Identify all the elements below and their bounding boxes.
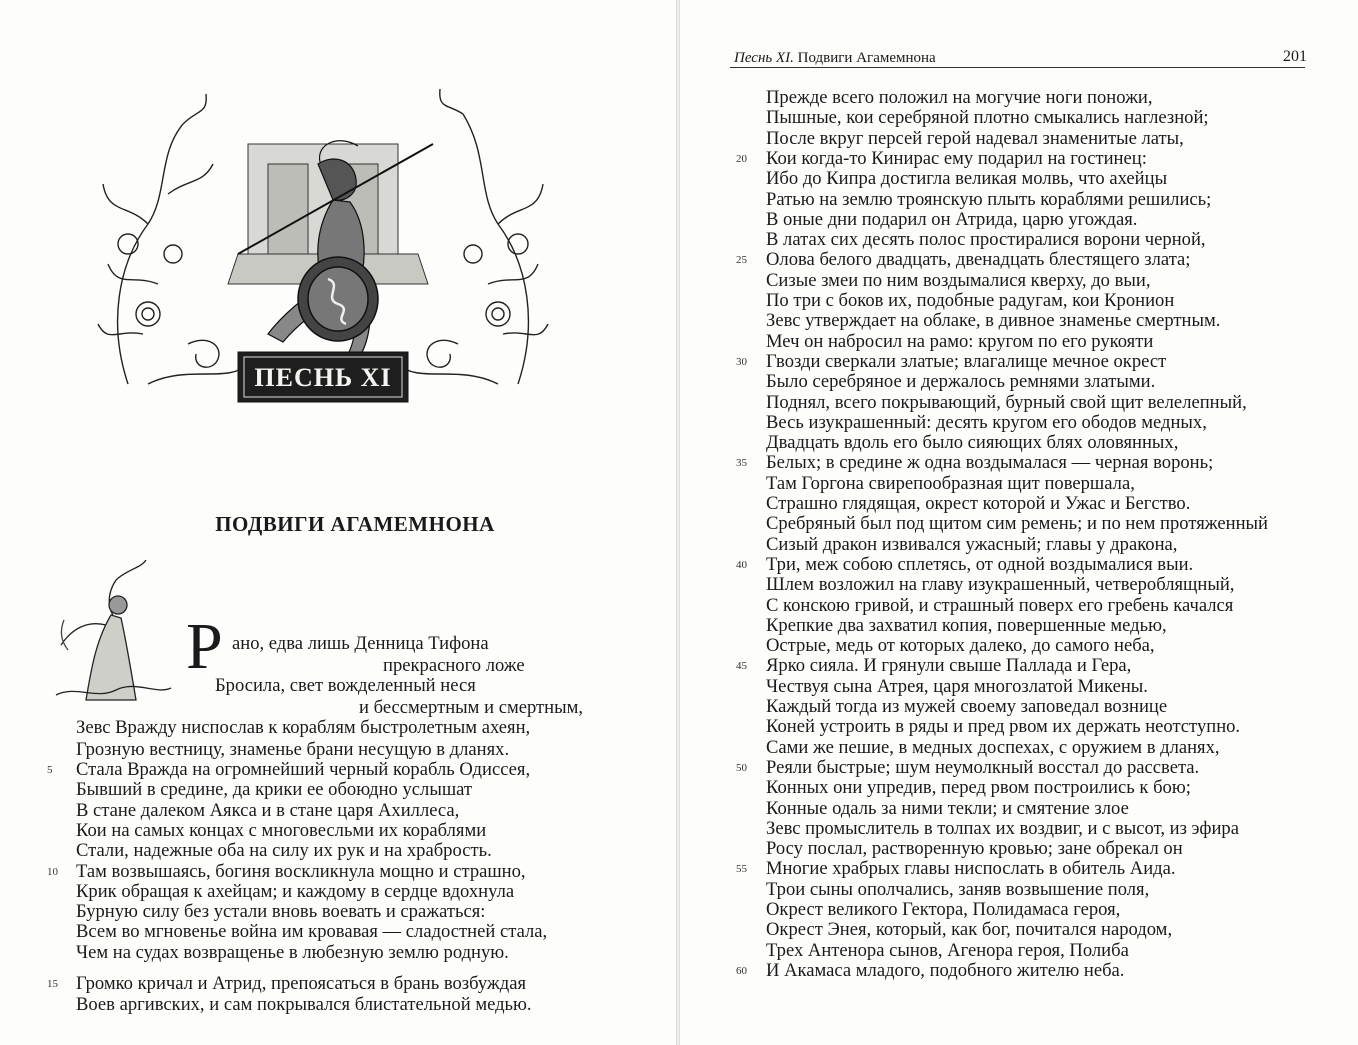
verse-line: Шлем возложил на главу изукрашенный, четвероблящный, xyxy=(766,574,1235,596)
verse-line: Сизые змеи по ним воздымалися кверху, до выи, xyxy=(766,269,1151,291)
verse-line: Ибо до Кипра достигла великая молвь, что ахейцы xyxy=(766,168,1168,190)
verse-line: После вкруг персей герой надевал знаменитые латы, xyxy=(766,127,1184,149)
verse-line: Там Горгона свирепообразная щит повершала, xyxy=(766,472,1135,494)
verse-line: Олова белого двадцать, двенадцать блестящего злата; xyxy=(766,249,1191,271)
verse-line: Страшно глядящая, окрест которой и Ужас и Бегство. xyxy=(766,493,1191,514)
verse-line: Весь изукрашенный: десять кругом его ободов медных, xyxy=(766,411,1207,433)
line-number: 35 xyxy=(736,457,747,470)
verse-line: Бросила, свет вожделенный неся xyxy=(215,675,476,696)
verse-line: и бессмертным и смертным, xyxy=(359,697,583,718)
verse-line: Белых; в средине ж одна воздымалася — черная воронь; xyxy=(766,452,1214,474)
verse-line: Поднял, всего покрывающий, бурный свой щит велелепный, xyxy=(766,391,1247,413)
running-head-title: Подвиги Агамемнона xyxy=(797,50,936,66)
header-rule xyxy=(730,67,1305,68)
running-head-chapter: Песнь XI. xyxy=(734,50,794,66)
line-number: 15 xyxy=(47,978,58,990)
verse-line: Острые, медь от которых далеко, до самого неба, xyxy=(766,635,1155,657)
running-head xyxy=(734,50,936,67)
page-number: 201 xyxy=(1283,48,1307,65)
verse-line: Реяли быстрые; шум неумолкный восстал до рассвета. xyxy=(766,756,1200,778)
verse-line: Конных они упредив, перед рвом построились к бою; xyxy=(766,777,1191,799)
verse-line: Росу послал, растворенную кровью; зане обрекал он xyxy=(766,838,1183,860)
verse-line: Было серебряное и держалось ремнями златыми. xyxy=(766,371,1156,393)
verse-line: Многие храбрых главы ниспослать в обитель Аида. xyxy=(766,858,1176,880)
verse-line: Крепкие два захватил копия, повершенные медью, xyxy=(766,614,1167,636)
verse-line: В стане далеком Аякса и в стане царя Ахиллеса, xyxy=(76,799,460,821)
headpiece-engraving xyxy=(88,84,558,424)
verse-line: Окрест Энея, который, как бог, почитался народом, xyxy=(766,919,1173,941)
line-number: 40 xyxy=(736,558,747,571)
verse-line: Там возвышаясь, богиня воскликнула мощно и страшно, xyxy=(76,860,526,882)
verse-line: Коней устроить в ряды и пред рвом их держать неотступно. xyxy=(766,716,1241,738)
foliage-right xyxy=(440,89,548,384)
line-number: 20 xyxy=(736,152,747,165)
verse-line: Ярко сияла. И грянули свыше Паллада и Гера, xyxy=(766,655,1132,677)
verse-line: Прежде всего положил на могучие ноги поножи, xyxy=(766,87,1153,108)
verse-line: Окрест великого Гектора, Полидамаса героя, xyxy=(766,899,1121,920)
verse-line: прекрасного ложе xyxy=(383,655,525,676)
title-plaque xyxy=(238,352,408,402)
line-number: 10 xyxy=(47,865,58,878)
verse-line: ано, едва лишь Денница Тифона xyxy=(232,633,489,654)
verse-line: Сами же пешие, в медных доспехах, с оружием в дланях, xyxy=(766,736,1220,758)
line-number: 25 xyxy=(736,254,747,267)
line-number: 45 xyxy=(736,660,747,673)
verse-line: Трои сыны ополчались, заняв возвышение поля, xyxy=(766,878,1150,900)
verse-line: В латах сих десять полос простиралися ворони черной, xyxy=(766,229,1206,251)
verse-line: Воев аргивских, и сам покрывался блистательной медью. xyxy=(76,994,532,1015)
verse-line: Меч он набросил на рамо: кругом по его рукояти xyxy=(766,330,1154,352)
line-number: 55 xyxy=(736,863,747,876)
verse-line: И Акамаса младого, подобного жителю неба. xyxy=(766,959,1125,981)
line-number: 30 xyxy=(736,355,747,368)
verse-line: Трех Антенора сынов, Агенора героя, Полиба xyxy=(766,939,1129,961)
verse-line: Стала Вражда на огромнейший черный корабль Одиссея, xyxy=(76,759,531,780)
verse-line: Пышные, кои серебряной плотно смыкались наглезной; xyxy=(766,107,1209,129)
vignette-figure xyxy=(46,560,176,710)
verse-line: Чем на судах возвращенье в любезную землю родную. xyxy=(76,941,509,963)
verse-line: Громко кричал и Атрид, препоясаться в брань возбуждая xyxy=(76,973,527,994)
verse-line: Зевс промыслитель в толпах их воздвиг, и с высот, из эфира xyxy=(766,817,1239,839)
verse-line: Бывший в средине, да крики ее обоюдно услышат xyxy=(76,779,473,801)
headpiece-title: ПЕСНЬ XI xyxy=(254,363,392,392)
verse-line: Три, меж собою сплетясь, от одной воздымалися выи. xyxy=(766,553,1194,575)
line-number: 5 xyxy=(47,764,53,776)
verse-line: По три с боков их, подобные радугам, кои Кронион xyxy=(766,290,1175,311)
verse-line: Кои на самых концах с многовесльми их кораблями xyxy=(76,819,487,841)
verse-line: Бурную силу без устали вновь воевать и сражаться: xyxy=(76,901,486,923)
verse-line: С конскою гривой, и страшный поверх его гребень качался xyxy=(766,594,1234,616)
verse-line: Зевс утверждает на облаке, в дивное знаменье смертным. xyxy=(766,310,1221,332)
verse-line: Ратью на землю троянскую плыть кораблями решились; xyxy=(766,188,1212,210)
line-number: 60 xyxy=(736,964,747,977)
verse-line: В оные дни подарил он Атрида, царю угождая. xyxy=(766,208,1138,230)
verse-line: Сребряный был под щитом сим ремень; и по нем протяженный xyxy=(766,513,1268,535)
verse-line: Стали, надежные оба на силу их рук и на храбрость. xyxy=(76,840,492,862)
chapter-title: ПОДВИГИ АГАМЕМНОНА xyxy=(215,512,495,536)
verse-line: Чествуя сына Атрея, царя многозлатой Микены. xyxy=(766,675,1148,697)
line-number: 50 xyxy=(736,761,747,774)
verse-line: Всем во мгновенье война им кровавая — сладостней стала, xyxy=(76,921,548,943)
verse-line: Крик обращая к ахейцам; и каждому в сердце вдохнула xyxy=(76,880,515,902)
drop-cap: Р xyxy=(186,610,223,683)
verse-line: Конные одаль за ними текли; и смятение злое xyxy=(766,797,1129,819)
shield xyxy=(298,257,378,341)
verse-line: Зевс Вражду ниспослав к кораблям быстролетным ахеян, xyxy=(76,717,531,738)
verse-line: Грозную вестницу, знаменье брани несущую в дланях. xyxy=(76,739,510,760)
verse-line: Гвозди сверкали златые; влагалище мечное окрест xyxy=(766,350,1167,372)
verse-line: Каждый тогда из мужей своему заповедал вознице xyxy=(766,696,1168,717)
verse-line: Сизый дракон извивался ужасный; главы у дракона, xyxy=(766,533,1178,555)
verse-line: Кои когда-то Кинирас ему подарил на гостинец: xyxy=(766,147,1147,169)
verse-line: Двадцать вдоль его было сияющих блях оловянных, xyxy=(766,432,1179,454)
